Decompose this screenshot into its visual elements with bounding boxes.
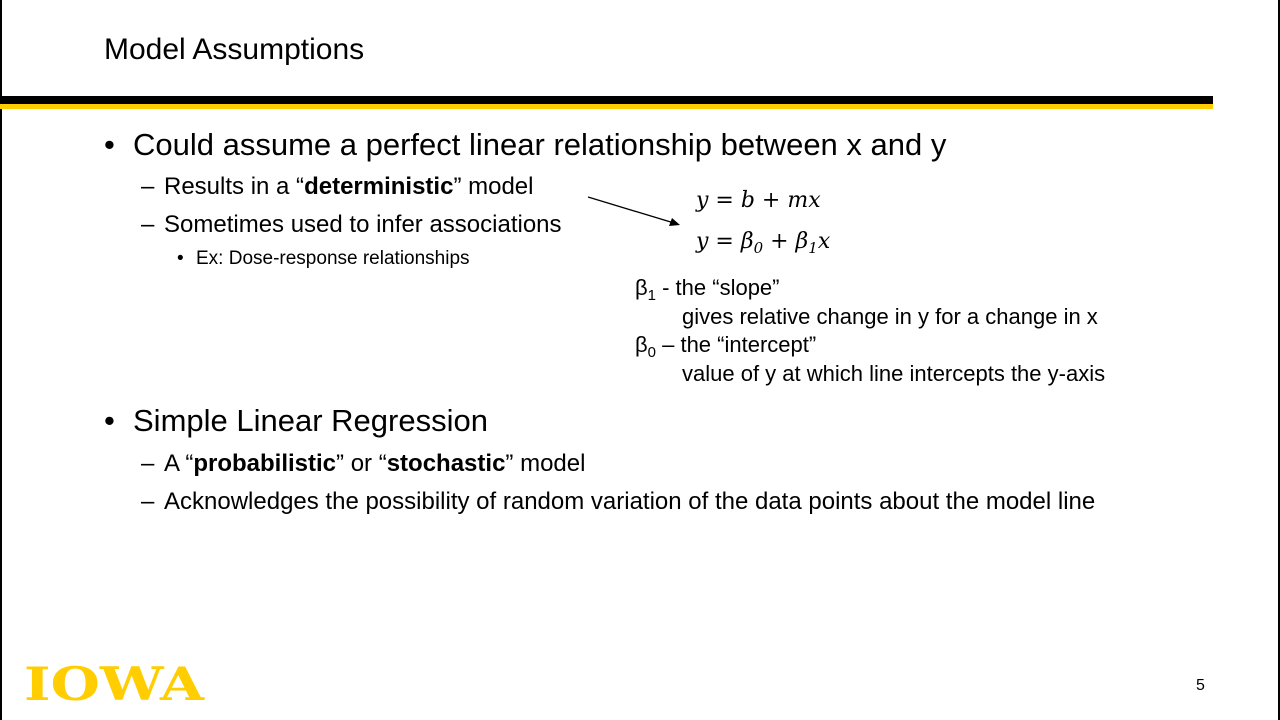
- text-part: ” model: [453, 173, 534, 200]
- dash: –: [141, 488, 155, 515]
- text-part: A “: [164, 450, 194, 477]
- text-part: Sometimes used to infer associations: [164, 211, 562, 238]
- text-part: ” or “: [336, 450, 387, 477]
- text-part: Results in a “: [164, 173, 305, 200]
- dash: –: [141, 450, 155, 477]
- bold-term-stochastic: stochastic: [386, 450, 506, 477]
- bold-term-probabilistic: probabilistic: [193, 450, 337, 477]
- text-part: ” model: [505, 450, 586, 477]
- bullet-dot: •: [104, 403, 115, 438]
- bold-term-deterministic: deterministic: [304, 173, 454, 200]
- bullet-text: Simple Linear Regression: [133, 403, 488, 438]
- dash: –: [141, 173, 155, 200]
- definition-beta1-description: gives relative change in y for a change in x: [682, 304, 1098, 329]
- definition-beta1-label: $\beta_1$ - the “slope”: [635, 275, 780, 304]
- bullet-text: Could assume a perfect linear relationship between x and y: [133, 127, 947, 162]
- bullet-simple-linear-regression: [104, 403, 488, 439]
- iowa-logo: [24, 662, 206, 706]
- page-number: 5: [1196, 677, 1205, 694]
- definition-beta0-description: value of y at which line intercepts the y-axis: [682, 361, 1106, 386]
- text-part: Acknowledges the possibility of random variation of the data points about the model line: [164, 488, 1096, 515]
- slide-title: Model Assumptions: [104, 33, 365, 66]
- iowa-logo-text: IOWA: [24, 662, 206, 706]
- equation-slope-intercept: y = b + mx: [696, 188, 821, 213]
- equation-beta-form: $y = \beta_0 + \beta_1x$: [696, 229, 831, 257]
- bullet-dot: •: [104, 127, 115, 162]
- sub-bullet-random-variation: [141, 487, 1095, 517]
- dash: –: [141, 211, 155, 238]
- bullet-dot: •: [177, 248, 184, 269]
- sub-bullet-probabilistic: [141, 449, 585, 479]
- definition-beta0-label: $\beta_0$ – the “intercept”: [635, 332, 817, 361]
- text-part: Ex: Dose-response relationships: [196, 248, 470, 269]
